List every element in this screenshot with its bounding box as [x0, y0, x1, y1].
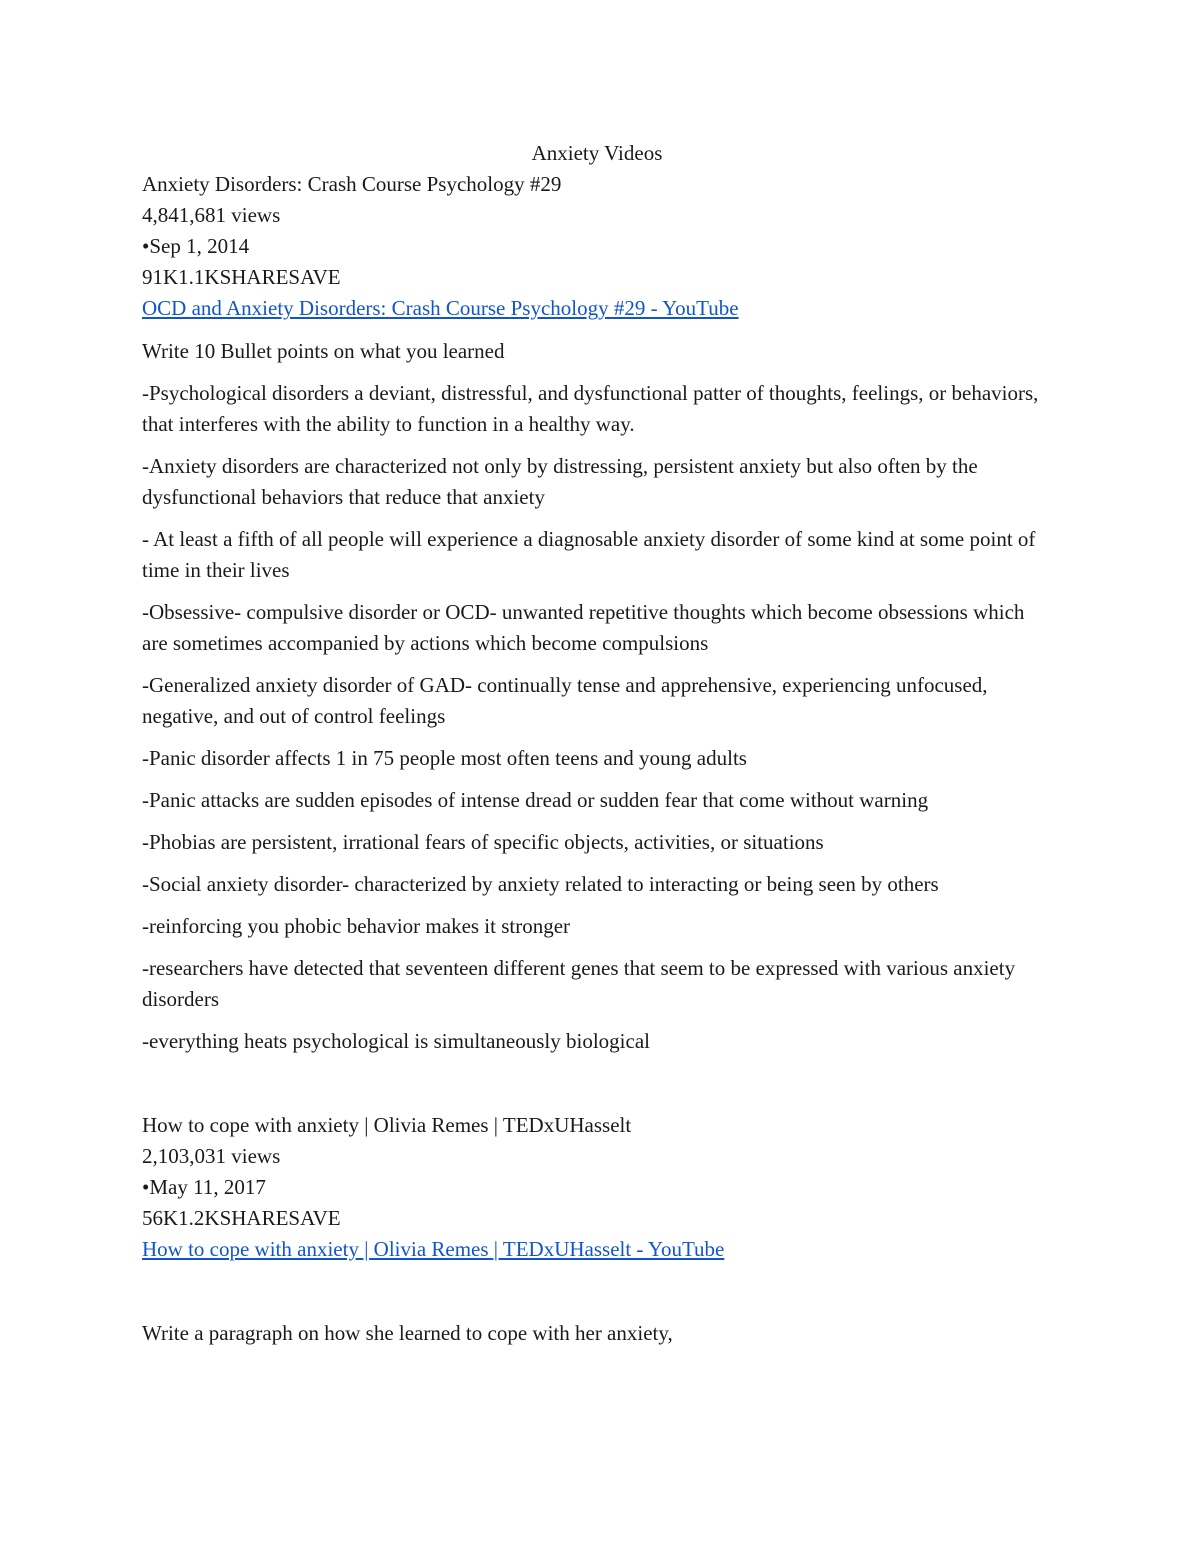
video2-date: •May 11, 2017 [142, 1175, 266, 1199]
bullet-item: -Social anxiety disorder- characterized by anxiety related to interacting or being seen by others [142, 872, 939, 896]
document-title: Anxiety Videos [531, 141, 663, 165]
video1-date: •Sep 1, 2014 [142, 234, 250, 258]
section-spacer [142, 1057, 1052, 1110]
video2-youtube-link[interactable]: How to cope with anxiety | Olivia Remes | TEDxUHasselt - YouTube [142, 1237, 725, 1261]
bullet-item: -reinforcing you phobic behavior makes it stronger [142, 914, 571, 938]
document-page [142, 138, 1052, 1349]
prompt-bullet-points: Write 10 Bullet points on what you learned [142, 339, 505, 363]
bullet-item: - At least a fifth of all people will experience a diagnosable anxiety disorder of some kind at some point of time in their lives [142, 527, 1036, 582]
bullet-item: -Obsessive- compulsive disorder or OCD- unwanted repetitive thoughts which become obsessions which are sometimes accompanied by actions which become compulsions [142, 600, 1025, 655]
video1-youtube-link[interactable]: OCD and Anxiety Disorders: Crash Course Psychology #29 - YouTube [142, 296, 739, 320]
video2-title: How to cope with anxiety | Olivia Remes | TEDxUHasselt [142, 1113, 632, 1137]
bullet-item: -Generalized anxiety disorder of GAD- continually tense and apprehensive, experiencing unfocused, negative, and out of control feelings [142, 673, 988, 728]
bullet-item: -Panic disorder affects 1 in 75 people most often teens and young adults [142, 746, 747, 770]
bullet-item: -Psychological disorders a deviant, distressful, and dysfunctional patter of thoughts, feelings, or behaviors, that interferes with the ability to function in a healthy way. [142, 381, 1039, 436]
prompt-paragraph: Write a paragraph on how she learned to cope with her anxiety, [142, 1321, 673, 1345]
bullet-item: -everything heats psychological is simultaneously biological [142, 1029, 650, 1053]
bullet-item: -researchers have detected that seventeen different genes that seem to be expressed with various anxiety disorders [142, 956, 1016, 1011]
video1-title: Anxiety Disorders: Crash Course Psychology #29 [142, 172, 562, 196]
bullet-item: -Phobias are persistent, irrational fears of specific objects, activities, or situations [142, 830, 824, 854]
video1-actions: 91K1.1KSHARESAVE [142, 265, 341, 289]
bullet-item: -Anxiety disorders are characterized not only by distressing, persistent anxiety but also often by the dysfunctional behaviors that reduce that anxiety [142, 454, 978, 509]
section-spacer [142, 1265, 1052, 1318]
bullet-item: -Panic attacks are sudden episodes of intense dread or sudden fear that come without warning [142, 788, 929, 812]
video2-views: 2,103,031 views [142, 1144, 281, 1168]
bullet-list [142, 378, 1052, 1057]
video2-actions: 56K1.2KSHARESAVE [142, 1206, 341, 1230]
video1-views: 4,841,681 views [142, 203, 281, 227]
